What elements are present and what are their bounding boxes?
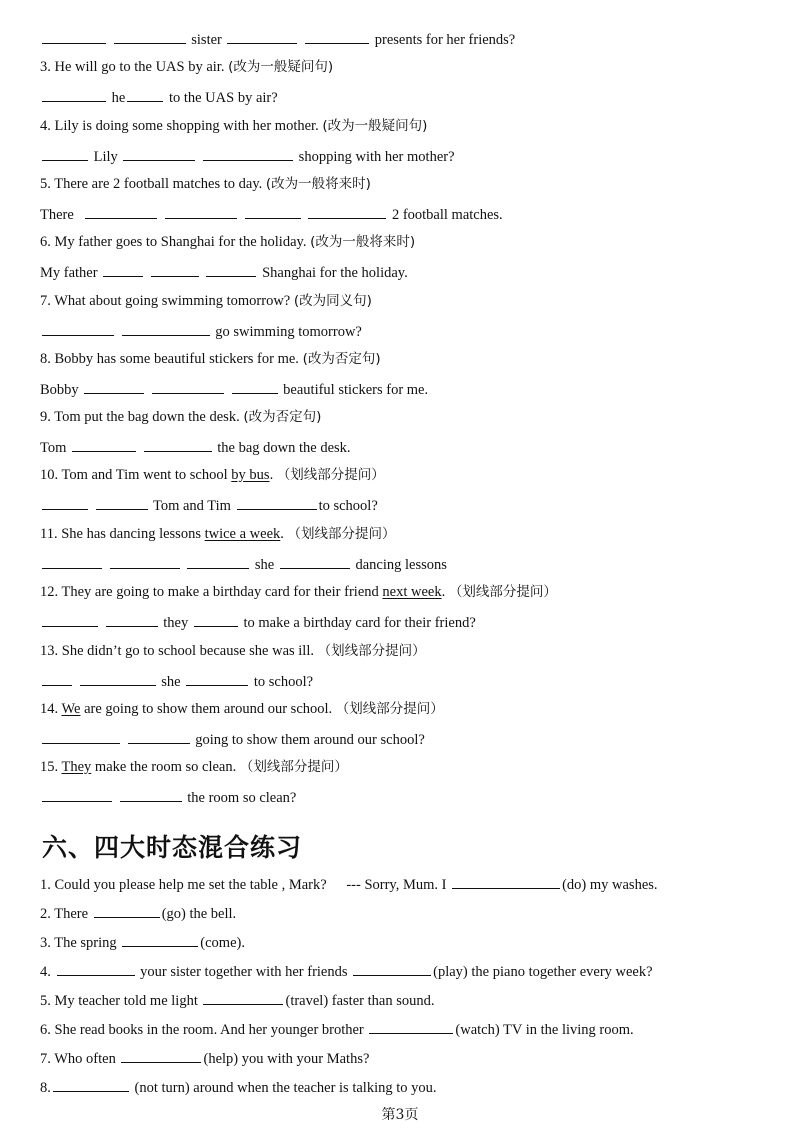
answer-blank[interactable] — [144, 436, 212, 452]
answer-line-3 — [40, 86, 790, 108]
answer-line-6 — [40, 261, 790, 283]
tense-question-6 — [40, 1018, 790, 1040]
underlined-part: next week — [382, 584, 442, 600]
question-instruction: (改为一般疑问句) — [228, 59, 334, 75]
answer-text: Tom and Tim — [153, 498, 231, 514]
answer-line-12 — [40, 611, 790, 633]
answer-blank[interactable] — [42, 494, 88, 510]
question-text: Tom put the bag down the desk. — [54, 409, 240, 425]
answer-text: My father — [40, 265, 98, 281]
answer-line-8 — [40, 378, 790, 400]
question-text: The spring — [54, 935, 117, 951]
tense-question-8 — [40, 1076, 790, 1098]
answer-blank[interactable] — [452, 873, 560, 889]
question-text: She has dancing lessons — [61, 526, 201, 542]
underlined-part: twice a week — [204, 526, 281, 542]
tense-question-2 — [40, 902, 790, 924]
question-text: She read books in the room. And her younger brother — [54, 1022, 364, 1038]
answer-blank[interactable] — [187, 553, 249, 569]
answer-text: the bag down the desk. — [217, 440, 351, 456]
answer-text: to school? — [253, 674, 314, 690]
answer-blank[interactable] — [232, 378, 278, 394]
answer-line-13 — [40, 670, 790, 692]
question-text: He will go to the UAS by air. — [54, 59, 225, 75]
question-number: 8. — [40, 351, 51, 367]
answer-blank[interactable] — [127, 86, 163, 102]
question-text: Tom and Tim went to school — [61, 467, 228, 483]
question-instruction: （划线部分提问） — [287, 526, 396, 542]
answer-text: Lily — [93, 149, 118, 165]
answer-text: go swimming tomorrow? — [215, 324, 362, 340]
question-instruction: （划线部分提问） — [335, 701, 444, 717]
answer-blank[interactable] — [42, 145, 88, 161]
answer-blank[interactable] — [106, 611, 158, 627]
question-text: Who often — [54, 1051, 116, 1067]
answer-blank[interactable] — [206, 261, 256, 277]
question-instruction: （划线部分提问） — [239, 759, 348, 775]
question-7 — [40, 291, 790, 311]
answer-blank[interactable] — [96, 494, 148, 510]
question-number: 5. — [40, 993, 51, 1009]
answer-blank[interactable] — [128, 728, 190, 744]
answer-text: Shanghai for the holiday. — [262, 265, 408, 281]
question-text: . — [441, 584, 446, 600]
question-6 — [40, 232, 790, 252]
question-instruction: （划线部分提问） — [448, 584, 557, 600]
question-instruction: (改为同义句) — [293, 293, 372, 309]
answer-blank[interactable] — [42, 611, 98, 627]
question-text: There — [54, 906, 89, 922]
question-5 — [40, 174, 790, 194]
answer-blank[interactable] — [245, 203, 301, 219]
question-text: She didn’t go to school because she was ill. — [61, 643, 314, 659]
question-3 — [40, 57, 790, 77]
question-instruction: (改为一般将来时) — [265, 176, 371, 192]
answer-text: dancing lessons — [355, 557, 447, 573]
answer-blank[interactable] — [72, 436, 136, 452]
question-4 — [40, 116, 790, 136]
answer-blank[interactable] — [203, 145, 293, 161]
answer-blank[interactable] — [165, 203, 237, 219]
underlined-part: They — [61, 759, 92, 775]
question-number: 6. — [40, 1022, 51, 1038]
answer-text: Tom — [40, 440, 67, 456]
answer-text: to make a birthday card for their friend? — [243, 615, 476, 631]
answer-text: Bobby — [40, 382, 79, 398]
question-text: What about going swimming tomorrow? — [54, 293, 291, 309]
verb-hint: (watch) TV in the living room. — [455, 1022, 634, 1038]
question-instruction: （划线部分提问） — [276, 467, 385, 483]
page-number: 第3页 — [381, 1107, 419, 1123]
question-instruction: (改为否定句) — [243, 409, 322, 425]
answer-text: to school? — [318, 498, 378, 514]
question-text: . — [280, 526, 284, 542]
answer-text: beautiful stickers for me. — [283, 382, 429, 398]
question-number: 6. — [40, 234, 51, 250]
answer-text: to the UAS by air? — [168, 90, 278, 106]
answer-line-15 — [40, 786, 790, 808]
answer-blank[interactable] — [120, 786, 182, 802]
question-text: There are 2 football matches to day. — [54, 176, 263, 192]
question-text: are going to show them around our school. — [84, 701, 333, 717]
tense-question-3 — [40, 931, 790, 953]
question-text: make the room so clean. — [94, 759, 237, 775]
verb-hint: (play) the piano together every week? — [433, 964, 653, 980]
question-11 — [40, 524, 790, 544]
answer-text: shopping with her mother? — [298, 149, 455, 165]
answer-text: he — [111, 90, 126, 106]
question-text: My father goes to Shanghai for the holiday. — [54, 234, 307, 250]
answer-blank[interactable] — [94, 902, 160, 918]
question-number: 5. — [40, 176, 51, 192]
question-text: They are going to make a birthday card for their friend — [61, 584, 379, 600]
answer-blank[interactable] — [152, 378, 224, 394]
tense-question-7 — [40, 1047, 790, 1069]
answer-blank[interactable] — [123, 145, 195, 161]
answer-blank[interactable] — [80, 670, 156, 686]
question-number: 14. — [40, 701, 59, 717]
question-number: 9. — [40, 409, 51, 425]
question-number: 1. — [40, 877, 51, 893]
question-number: 7. — [40, 293, 51, 309]
answer-text: sister — [191, 32, 222, 48]
tense-question-1 — [40, 873, 790, 895]
answer-blank[interactable] — [308, 203, 386, 219]
underlined-part: by bus — [231, 467, 270, 483]
answer-line-4 — [40, 145, 790, 167]
question-number: 4. — [40, 118, 51, 134]
question-number: 11. — [40, 526, 58, 542]
answer-blank[interactable] — [151, 261, 199, 277]
question-text: Could you please help me set the table , Mark? — [54, 877, 327, 893]
question-text: My teacher told me light — [54, 993, 198, 1009]
answer-blank[interactable] — [53, 1076, 129, 1092]
answer-line-11 — [40, 553, 790, 575]
question-15 — [40, 757, 790, 777]
verb-hint: (come). — [200, 935, 245, 951]
question-number: 10. — [40, 467, 59, 483]
question-10 — [40, 465, 790, 485]
question-instruction: (改为一般疑问句) — [322, 118, 428, 134]
answer-text: presents for her friends? — [374, 32, 516, 48]
answer-text: There — [40, 207, 74, 223]
answer-blank[interactable] — [122, 931, 198, 947]
answer-line-9 — [40, 436, 790, 458]
question-instruction: (改为否定句) — [302, 351, 381, 367]
tense-question-4 — [40, 960, 790, 982]
question-number: 7. — [40, 1051, 51, 1067]
answer-blank[interactable] — [42, 728, 120, 744]
verb-hint: (travel) faster than sound. — [285, 993, 435, 1009]
question-text: Bobby has some beautiful stickers for me. — [54, 351, 299, 367]
answer-blank[interactable] — [121, 1047, 201, 1063]
question-number: 3. — [40, 935, 51, 951]
answer-blank[interactable] — [103, 261, 143, 277]
answer-blank[interactable] — [42, 553, 102, 569]
question-number: 2. — [40, 906, 51, 922]
answer-blank[interactable] — [110, 553, 180, 569]
answer-blank[interactable] — [114, 28, 186, 44]
question-instruction: （划线部分提问） — [317, 643, 426, 659]
question-number: 4. — [40, 964, 51, 980]
answer-blank[interactable] — [353, 960, 431, 976]
question-instruction: (改为一般将来时) — [310, 234, 416, 250]
answer-blank[interactable] — [280, 553, 350, 569]
answer-text: she — [254, 557, 275, 573]
answer-blank[interactable] — [84, 378, 144, 394]
answer-line-10 — [40, 494, 790, 516]
question-12 — [40, 582, 790, 602]
question-text: --- Sorry, Mum. I — [346, 877, 447, 893]
answer-text: the room so clean? — [187, 790, 297, 806]
question-8 — [40, 349, 790, 369]
question-number: 3. — [40, 59, 51, 75]
answer-blank[interactable] — [57, 960, 135, 976]
question-text: your sister together with her friends — [140, 964, 348, 980]
question-13 — [40, 641, 790, 661]
verb-hint: (help) you with your Maths? — [203, 1051, 370, 1067]
answer-text: she — [161, 674, 181, 690]
answer-line-14 — [40, 728, 790, 750]
answer-blank[interactable] — [194, 611, 238, 627]
answer-blank[interactable] — [369, 1018, 453, 1034]
answer-blank[interactable] — [122, 320, 210, 336]
answer-blank[interactable] — [186, 670, 248, 686]
question-text: Lily is doing some shopping with her mother. — [54, 118, 319, 134]
answer-blank[interactable] — [42, 320, 114, 336]
answer-blank[interactable] — [42, 28, 106, 44]
question-9 — [40, 407, 790, 427]
answer-blank[interactable] — [227, 28, 297, 44]
verb-hint: (do) my washes. — [562, 877, 658, 893]
verb-hint: (not turn) around when the teacher is talking to you. — [134, 1080, 437, 1096]
answer-blank[interactable] — [42, 786, 112, 802]
question-number: 8. — [40, 1080, 51, 1096]
answer-text: 2 football matches. — [391, 207, 503, 223]
question-text: . — [269, 467, 274, 483]
answer-blank[interactable] — [42, 670, 72, 686]
question-14 — [40, 699, 790, 719]
underlined-part: We — [61, 701, 81, 717]
answer-blank[interactable] — [42, 86, 106, 102]
answer-blank[interactable] — [237, 494, 317, 510]
answer-text: going to show them around our school? — [195, 732, 425, 748]
question-number: 15. — [40, 759, 59, 775]
answer-line-prev — [40, 28, 790, 50]
answer-text: they — [163, 615, 189, 631]
answer-line-5 — [40, 203, 790, 225]
verb-hint: (go) the bell. — [161, 906, 237, 922]
answer-blank[interactable] — [85, 203, 157, 219]
answer-line-7 — [40, 320, 790, 342]
answer-blank[interactable] — [305, 28, 369, 44]
question-number: 12. — [40, 584, 59, 600]
tense-question-5 — [40, 989, 790, 1011]
section-heading: 六、四大时态混合练习 — [42, 833, 303, 862]
question-number: 13. — [40, 643, 59, 659]
answer-blank[interactable] — [203, 989, 283, 1005]
